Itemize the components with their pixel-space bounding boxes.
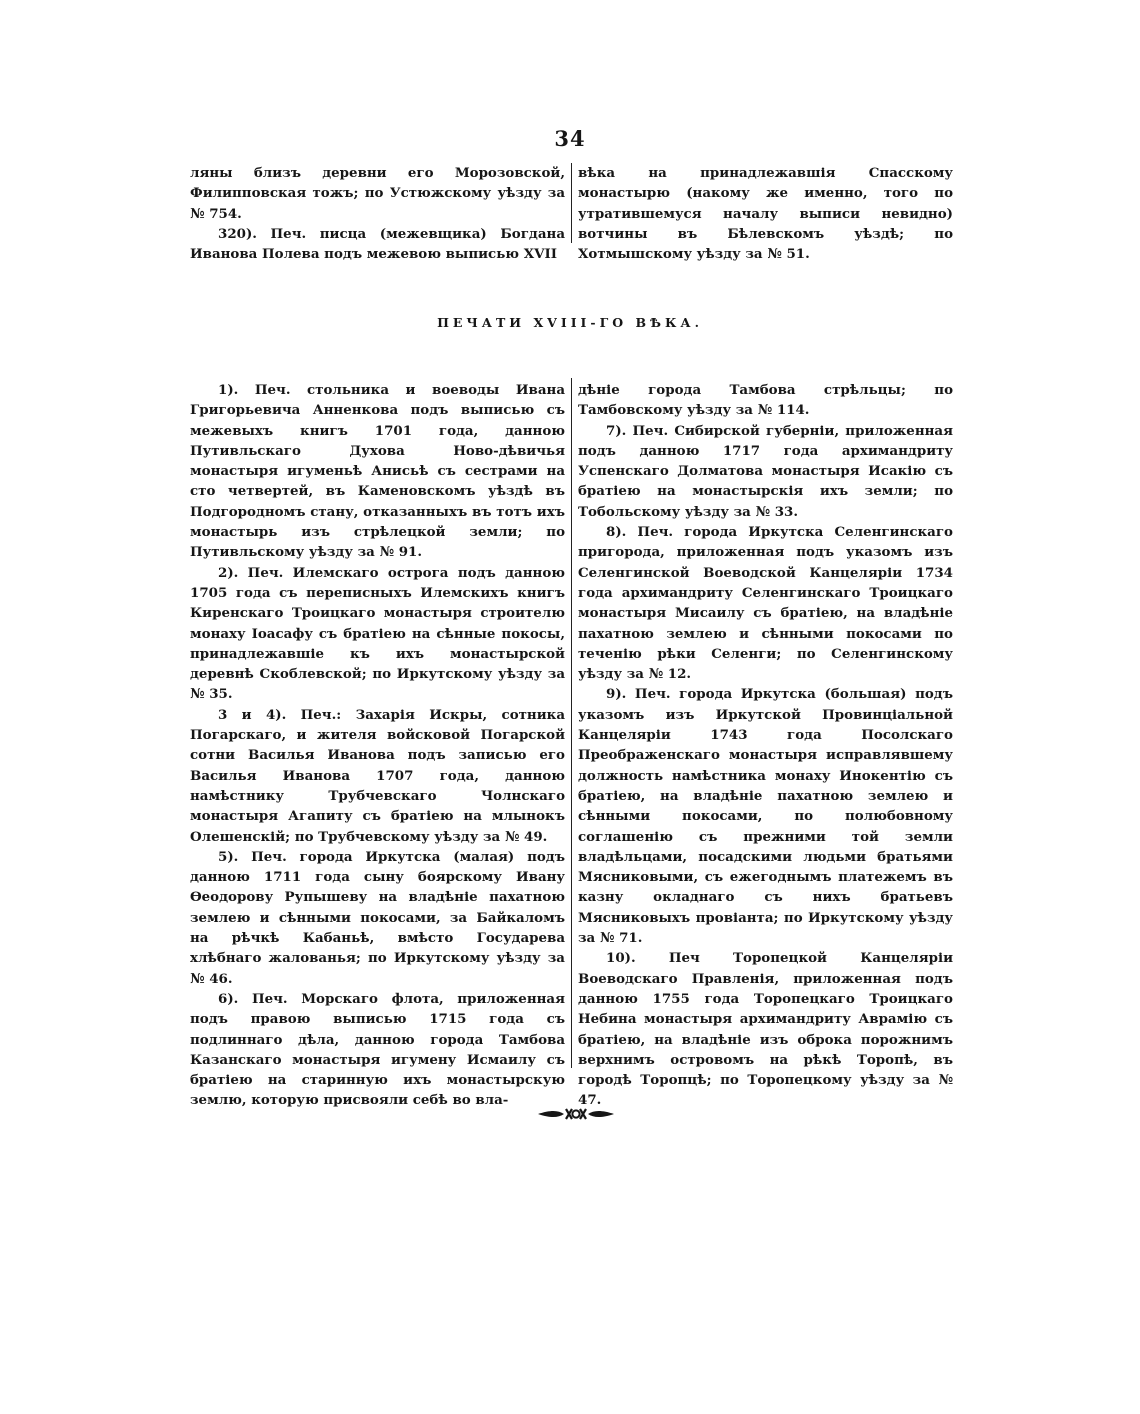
entry: 9). Печ. города Иркутска (большая) подъ указомъ изъ Иркутской Провинціальной Канцеляріи 1743 года Посолскаго Преображенскаго монастыря исправлявшему должность намѣстника монаху Инокентію съ братіею, на владѣніе пахатною землею и сѣнными покосами, по полюбовному соглашенію съ прежними той земли владѣльцами, посадскими людьми братьями Мясниковыми, съ ежегоднымъ платежемъ въ казну окладнаго съ нихъ братьевъ Мясниковыхъ провіанта; по Иркутскому уѣзду за № 71. bbox=[578, 686, 953, 947]
main-left-column bbox=[190, 380, 565, 1111]
entry: 1). Печ. стольника и воеводы Ивана Григорьевича Анненкова подъ выписью съ межевыхъ книгъ 1701 года, данною Путивльскаго Духова Ново-дѣвичья монастыря игуменьѣ Анисьѣ съ сестрами на сто четвертей, въ Каменовскомъ уѣздѣ въ Подгородномъ стану, отказанныхъ въ тотъ ихъ монастырь изъ стрѣлецкой земли; по Путивльскому уѣзду за № 91. bbox=[190, 382, 565, 561]
column-divider bbox=[571, 378, 572, 1068]
paragraph: 320). Печ. писца (межевщика) Богдана Иванова Полева подъ межевою выписью XVII bbox=[190, 225, 565, 263]
entry: 8). Печ. города Иркутска Селенгинскаго пригорода, приложенная подъ указомъ изъ Селенгинской Воеводской Канцеляріи 1734 года архимандриту Селенгинскаго Троицкаго монастыря Мисаилу съ братіею, на владѣніе пахатною землею и сѣнными покосами по теченію рѣки Селенги; по Селенгинскому уѣзду за № 12. bbox=[578, 524, 953, 683]
entry: дѣніе города Тамбова стрѣльцы; по Тамбовскому уѣзду за № 114. bbox=[578, 382, 953, 419]
entry: 3 и 4). Печ.: Захарія Искры, сотника Погарскаго, и жителя войсковой Погарской сотни Василья Иванова подъ записью его Василья Иванова 1707 года, данною намѣстнику Трубчевскаго Чолнскаго монастыря Агапиту съ братіею на млынокъ Олешенскій; по Трубчевскому уѣзду за № 49. bbox=[190, 706, 565, 845]
top-left-column bbox=[190, 163, 565, 264]
entry: 2). Печ. Илемскаго острога подъ данною 1705 года съ переписныхъ Илемскихъ книгъ Киренскаго Троицкаго монастыря строителю монаху Іоасафу съ братіею на сѣнные покосы, принадлежавшіе къ ихъ монастырской деревнѣ Скоблевской; по Иркутскому уѣзду за № 35. bbox=[190, 564, 565, 703]
paragraph: вѣка на принадлежавшія Спасскому монастырю (накому же именно, того по утратившемуся началу выписи невидно) вотчины въ Бѣлевскомъ уѣздѣ; по Хотмышскому уѣзду за № 51. bbox=[578, 165, 953, 263]
paragraph: ляны близъ деревни его Морозовской, Филипповская тожъ; по Устюжскому уѣзду за № 754. bbox=[190, 165, 565, 222]
entry: 6). Печ. Морскаго флота, приложенная подъ правою выписью 1715 года съ подлиннаго дѣла, данною города Тамбова Казанскаго монастыря игумену Исмаилу съ братіею на старинную ихъ монастырскую землю, которую присвояли себѣ во вла- bbox=[190, 990, 565, 1109]
top-right-column bbox=[578, 163, 953, 264]
entry: 7). Печ. Сибирской губерніи, приложенная подъ данною 1717 года архимандриту Успенскаго Долматова монастыря Исакію съ братіею на монастырскія ихъ земли; по Тобольскому уѣзду за № 33. bbox=[578, 422, 953, 520]
page-number: 34 bbox=[554, 126, 586, 151]
main-right-column bbox=[578, 380, 953, 1111]
entry: 10). Печ Торопецкой Канцеляріи Воеводскаго Правленія, приложенная подъ данною 1755 года Торопецкаго Троицкаго Небина монастыря архимандриту Аврамію съ братіею, на владѣніе изъ оброка порожнимъ верхнимъ островомъ на рѣкѣ Торопѣ, въ городѣ Торопцѣ; по Торопецкому уѣзду за № 47. bbox=[578, 950, 953, 1109]
end-ornament-icon bbox=[536, 1104, 616, 1124]
section-title: ПЕЧАТИ XVIII-ГО ВѢКА. bbox=[437, 315, 703, 330]
column-divider bbox=[571, 163, 572, 243]
entry: 5). Печ. города Иркутска (малая) подъ данною 1711 года сыну боярскому Ивану Ѳеодорову Рупышеву на владѣніе пахатною землею и сѣнными покосами, за Байкаломъ на рѣчкѣ Кабаньѣ, вмѣсто Государева хлѣбнаго жалованья; по Иркутскому уѣзду за № 46. bbox=[190, 848, 565, 987]
